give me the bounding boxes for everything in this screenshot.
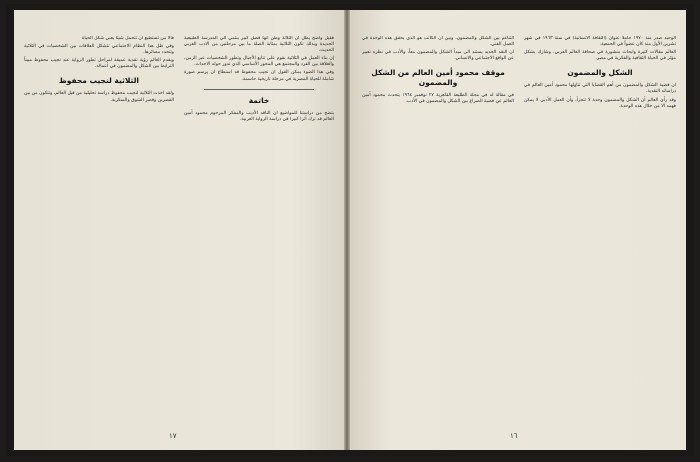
paragraph: فقيل واضح يظل ان الثلاثة وطن أنها فصل كبير ينتمي الى المدرسة الطبيعية الجديدة وبذلك تكون الثلاثية بمثابة الصلة ما بين مرحلتين من الادب العربي الحديث. [184,36,334,54]
book-spread [6,4,694,456]
paragraph: ويقدم العالم رؤية نقدية عميقة لمراحل تطور الرواية عند نجيب محفوظ مبيناً الترابط بين الشكل والمضمون في أعماله. [24,58,174,70]
right-page [350,10,686,450]
paragraph: التناغم بين الشكل والمضمون، وبين أن الكاتب هو الذي يحقق هذه الوحدة في العمل الفني. [362,36,514,48]
paragraph: إن بناء العمل في الثلاثية يقوم على تتابع الأجيال وتطور الشخصيات عبر الزمن، والعلاقة بين الفرد والمجتمع هي المحور الأساسي الذي تدور حوله الاحداث. [184,56,334,68]
right-page-left-column [362,36,514,426]
section-heading: خاتمة [248,95,270,105]
paragraph: الوحيد صدر منذ ١٩٧٠ حاملاً عنوان (الثقافة الانسانية) في سنة ١٩٦٣ في شهر تشرين الأول منذ كان عضواً في الجمعية. [524,36,676,48]
section-heading: الشكل والمضمون [567,68,633,78]
section-heading: الثلاثية لنجيب محفوظ [58,76,139,86]
page-number: ١٦ [510,432,518,440]
paragraph: يتضح من دراستنا للمواضيع ان الناقد الأديب والمفكر المرحوم محمود أمين العالم قد ترك أثرا كبيرا في دراسة الرواية العربية. [184,110,334,122]
paragraph: العالم مقالات كثيرة وابحاث منشورة في صحافة العالم العربي، وشارك بشكل مؤثر في الحياة الثقافية والفكرية في مصر. [524,50,676,62]
divider [204,89,314,90]
page-number: ١٧ [169,432,177,440]
paragraph: وفي ظل هذا النظام الاجتماعي تتشكل العلاقات بين الشخصيات في الثلاثية وتتحدد مصائرها. [24,44,174,56]
paragraph: ولقد اخذت الثلاثية لنجيب محفوظ دراسة تحليلية من قبل العالم، وتتكون من بين القصرين وقصر الشوق والسكرية. [24,91,174,103]
left-page-left-column [24,36,174,426]
right-page-right-column [524,36,676,426]
paragraph: في مقالة له في مجلة الطليعة القاهرية ٢٧ نوفمبر ١٩٦٤ يتحدث محمود أمين العالم عن قضية الصراع بين الشكل والمضمون في الأدب. [362,93,514,105]
paragraph: وقد رأى العالم أن الشكل والمضمون وحدة لا تتجزأ، وأن العمل الأدبي لا يمكن فهمه الا من خلال هذه الوحدة. [524,97,676,109]
left-page-right-column [184,36,334,426]
paragraph: فالاً من تستطيع ان تتحمل شيئاً يعني شكل الحياة [81,36,174,41]
left-page [14,10,344,450]
section-heading: موقف محمود أمين العالم من الشكل والمضمون [371,68,505,88]
paragraph: ان قضية الشكل والمضمون من أهم القضايا التي تناولها محمود أمين العالم في دراساته النقدية. [524,83,676,95]
paragraph: وفي هذا الضوء يمكن القول ان نجيب محفوظ قد استطاع ان يرسم صورة شاملة للحياة المصرية في مرحلة تاريخية حاسمة. [184,70,334,82]
paragraph: ان النقد الجديد يستند الى مبدأ الشكل والمضمون معاً، والأدب في نظره تعبير عن الواقع الاجتماعي والانساني. [362,50,514,62]
